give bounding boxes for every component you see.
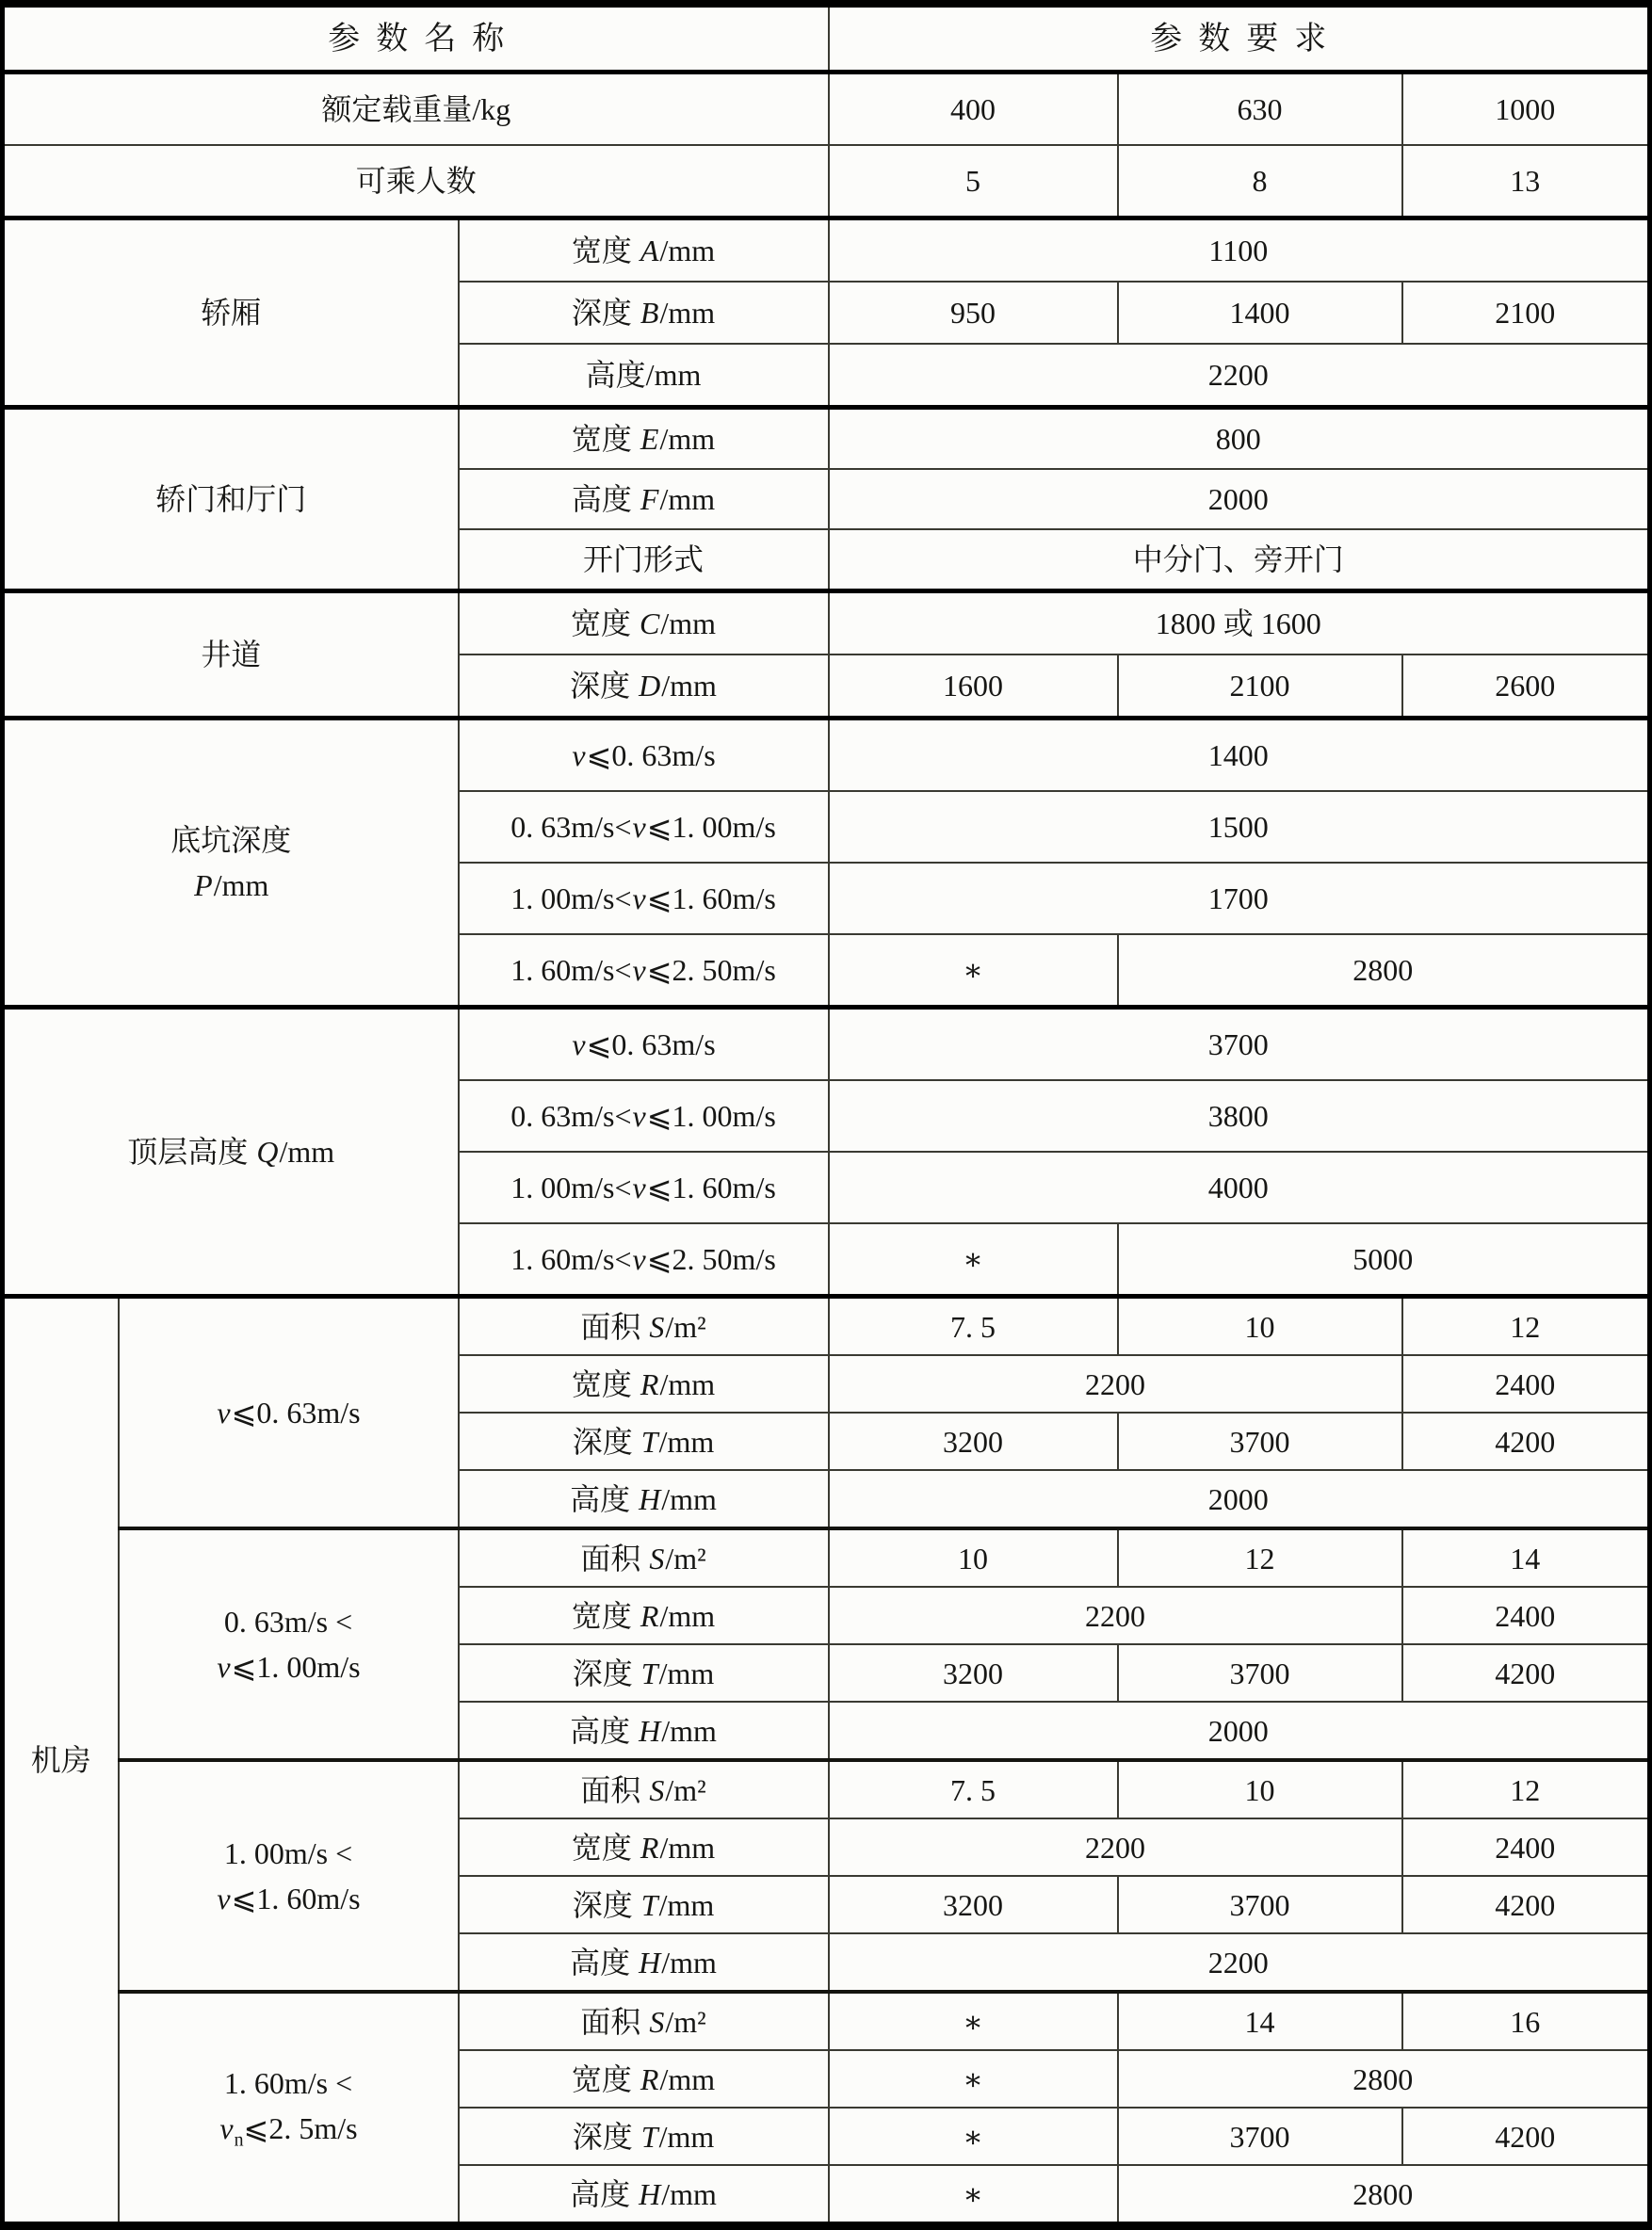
- door-height-label: 高度 F/mm: [459, 469, 829, 529]
- machine-value: 4200: [1402, 1876, 1650, 1933]
- machine-value: 3700: [1118, 1413, 1402, 1470]
- machine-value-asterisk: ∗: [829, 2108, 1118, 2165]
- machine-value: 3700: [1118, 1644, 1402, 1702]
- machine-value: 3200: [829, 1413, 1118, 1470]
- headroom-value: 3800: [829, 1080, 1650, 1152]
- car-height-label: 高度/mm: [459, 344, 829, 408]
- machine-value: 3200: [829, 1644, 1118, 1702]
- machine-depth-label: 深度 T/mm: [459, 1644, 829, 1702]
- capacity-value: 8: [1118, 145, 1402, 218]
- machine-value: 16: [1402, 1992, 1650, 2050]
- machine-value: 2200: [829, 1818, 1402, 1876]
- door-width-label: 宽度 E/mm: [459, 408, 829, 470]
- machine-width-label: 宽度 R/mm: [459, 1818, 829, 1876]
- shaft-depth-label: 深度 D/mm: [459, 654, 829, 719]
- car-group-label: 轿厢: [3, 218, 459, 408]
- headroom-value: 5000: [1118, 1223, 1650, 1297]
- machine-height-label: 高度 H/mm: [459, 1470, 829, 1528]
- machine-width-label: 宽度 R/mm: [459, 1587, 829, 1644]
- machine-speed-label: 1. 00m/s < v⩽1. 60m/s: [119, 1760, 459, 1992]
- machine-speed-label: 0. 63m/s < v⩽1. 00m/s: [119, 1528, 459, 1760]
- machine-value: 3700: [1118, 2108, 1402, 2165]
- capacity-value: 5: [829, 145, 1118, 218]
- machine-value: 7. 5: [829, 1760, 1118, 1818]
- machine-room-group-label: 机房: [3, 1297, 119, 2226]
- machine-height-label: 高度 H/mm: [459, 1933, 829, 1992]
- machine-value: 2200: [829, 1355, 1402, 1413]
- machine-value: 3200: [829, 1876, 1118, 1933]
- rated-load-value: 630: [1118, 73, 1402, 146]
- machine-value: 14: [1402, 1528, 1650, 1587]
- door-type-label: 开门形式: [459, 529, 829, 591]
- machine-value: 2800: [1118, 2050, 1650, 2108]
- pit-speed-label: v⩽0. 63m/s: [459, 719, 829, 792]
- headroom-value: 3700: [829, 1008, 1650, 1081]
- machine-value: 10: [1118, 1297, 1402, 1356]
- machine-value: 12: [1402, 1297, 1650, 1356]
- headroom-speed-label: 0. 63m/s<v⩽1. 00m/s: [459, 1080, 829, 1152]
- machine-value: 10: [829, 1528, 1118, 1587]
- machine-height-label: 高度 H/mm: [459, 2165, 829, 2226]
- car-height-value: 2200: [829, 344, 1650, 408]
- machine-value: 2800: [1118, 2165, 1650, 2226]
- machine-value: 3700: [1118, 1876, 1402, 1933]
- machine-value: 2000: [829, 1470, 1650, 1528]
- machine-value: 14: [1118, 1992, 1402, 2050]
- shaft-group-label: 井道: [3, 591, 459, 719]
- machine-depth-label: 深度 T/mm: [459, 2108, 829, 2165]
- car-depth-value: 1400: [1118, 282, 1402, 344]
- pit-speed-label: 0. 63m/s<v⩽1. 00m/s: [459, 791, 829, 863]
- car-depth-label: 深度 B/mm: [459, 282, 829, 344]
- machine-value: 12: [1118, 1528, 1402, 1587]
- shaft-depth-value: 1600: [829, 654, 1118, 719]
- machine-height-label: 高度 H/mm: [459, 1702, 829, 1760]
- rated-load-value: 400: [829, 73, 1118, 146]
- machine-value: 2400: [1402, 1587, 1650, 1644]
- headroom-speed-label: 1. 00m/s<v⩽1. 60m/s: [459, 1152, 829, 1223]
- machine-speed-label: v⩽0. 63m/s: [119, 1297, 459, 1529]
- pit-value: 1400: [829, 719, 1650, 792]
- shaft-depth-value: 2600: [1402, 654, 1650, 719]
- headroom-group-label: 顶层高度 Q/mm: [3, 1008, 459, 1297]
- car-depth-value: 2100: [1402, 282, 1650, 344]
- machine-depth-label: 深度 T/mm: [459, 1413, 829, 1470]
- machine-value-asterisk: ∗: [829, 2050, 1118, 2108]
- machine-value: 4200: [1402, 1413, 1650, 1470]
- machine-value: 2000: [829, 1702, 1650, 1760]
- shaft-width-value: 1800 或 1600: [829, 591, 1650, 655]
- machine-area-label: 面积 S/m²: [459, 1992, 829, 2050]
- machine-area-label: 面积 S/m²: [459, 1760, 829, 1818]
- pit-group-label: 底坑深度 P/mm: [3, 719, 459, 1008]
- machine-value: 2400: [1402, 1355, 1650, 1413]
- machine-area-label: 面积 S/m²: [459, 1297, 829, 1356]
- machine-value: 4200: [1402, 2108, 1650, 2165]
- doors-group-label: 轿门和厅门: [3, 408, 459, 591]
- pit-value: 2800: [1118, 934, 1650, 1008]
- machine-value-asterisk: ∗: [829, 2165, 1118, 2226]
- shaft-width-label: 宽度 C/mm: [459, 591, 829, 655]
- machine-area-label: 面积 S/m²: [459, 1528, 829, 1587]
- headroom-value-asterisk: ∗: [829, 1223, 1118, 1297]
- machine-value: 7. 5: [829, 1297, 1118, 1356]
- machine-value: 2400: [1402, 1818, 1650, 1876]
- car-width-label: 宽度 A/mm: [459, 218, 829, 283]
- machine-value: 2200: [829, 1587, 1402, 1644]
- car-depth-value: 950: [829, 282, 1118, 344]
- car-width-value: 1100: [829, 218, 1650, 283]
- headroom-speed-label: v⩽0. 63m/s: [459, 1008, 829, 1081]
- pit-value: 1500: [829, 791, 1650, 863]
- headroom-speed-label: 1. 60m/s<v⩽2. 50m/s: [459, 1223, 829, 1297]
- pit-speed-label: 1. 00m/s<v⩽1. 60m/s: [459, 863, 829, 934]
- machine-value: 2200: [829, 1933, 1650, 1992]
- header-param-requirement: 参数要求: [829, 4, 1650, 73]
- headroom-value: 4000: [829, 1152, 1650, 1223]
- machine-value: 4200: [1402, 1644, 1650, 1702]
- machine-width-label: 宽度 R/mm: [459, 2050, 829, 2108]
- machine-value-asterisk: ∗: [829, 1992, 1118, 2050]
- door-width-value: 800: [829, 408, 1650, 470]
- machine-depth-label: 深度 T/mm: [459, 1876, 829, 1933]
- machine-value: 12: [1402, 1760, 1650, 1818]
- header-param-name: 参数名称: [3, 4, 829, 73]
- machine-value: 10: [1118, 1760, 1402, 1818]
- machine-speed-label: 1. 60m/s < $v_n⩽2$. 5m/s: [119, 1992, 459, 2226]
- rated-load-value: 1000: [1402, 73, 1650, 146]
- pit-speed-label: 1. 60m/s<v⩽2. 50m/s: [459, 934, 829, 1008]
- machine-width-label: 宽度 R/mm: [459, 1355, 829, 1413]
- pit-value: 1700: [829, 863, 1650, 934]
- door-type-value: 中分门、旁开门: [829, 529, 1650, 591]
- capacity-label: 可乘人数: [3, 145, 829, 218]
- shaft-depth-value: 2100: [1118, 654, 1402, 719]
- door-height-value: 2000: [829, 469, 1650, 529]
- rated-load-label: 额定载重量/kg: [3, 73, 829, 146]
- capacity-value: 13: [1402, 145, 1650, 218]
- pit-value-asterisk: ∗: [829, 934, 1118, 1008]
